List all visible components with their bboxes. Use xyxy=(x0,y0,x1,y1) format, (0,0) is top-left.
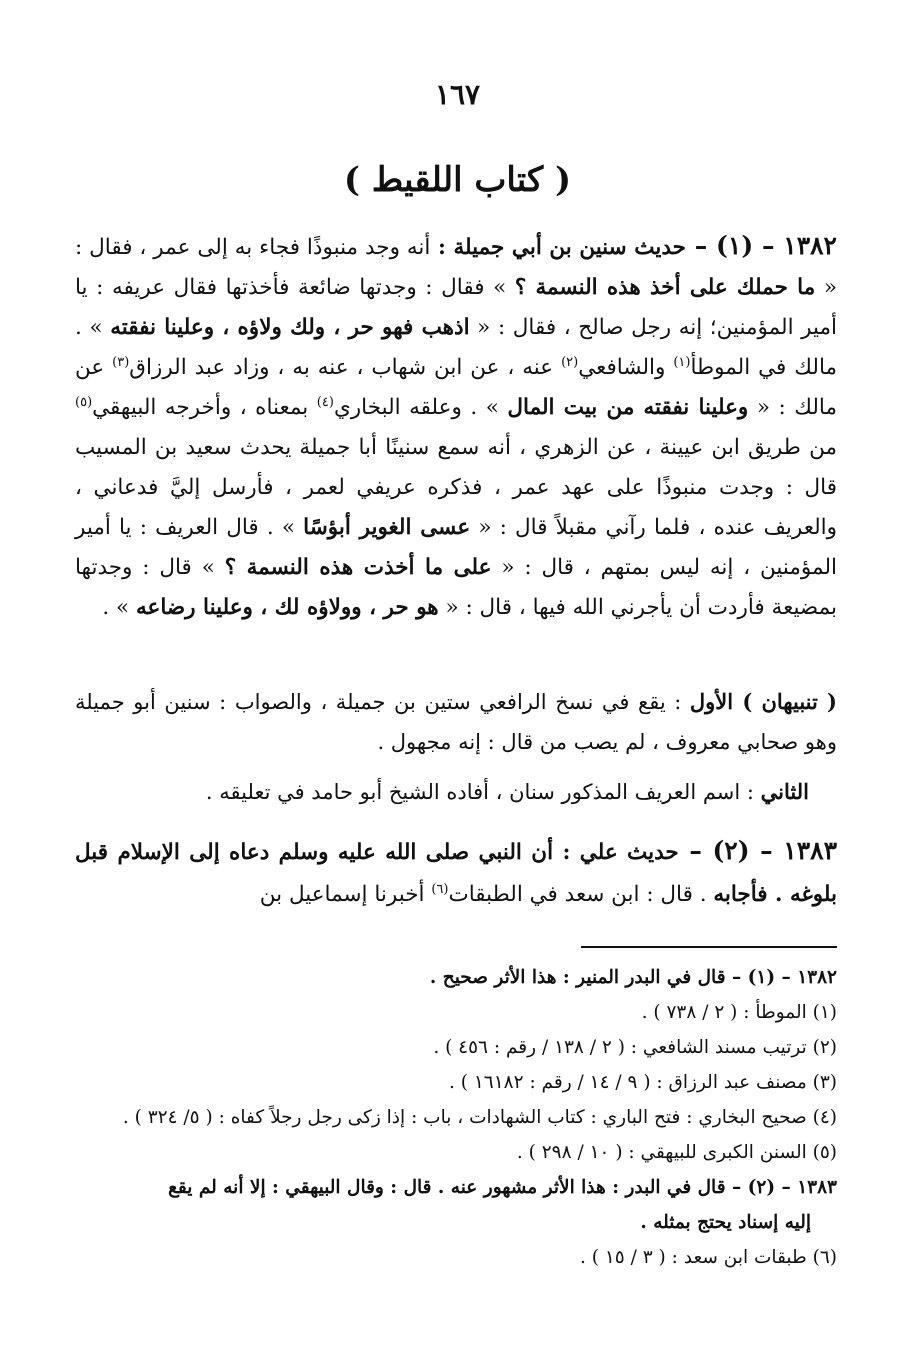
note-second xyxy=(75,772,837,812)
hadith-text: أخبرنا إسماعيل بن xyxy=(259,882,432,907)
footnote-3: (٣) مصنف عبد الرزاق : ( ٩ / ١٤ / رقم : ١٦١٨٢ ) . xyxy=(449,1072,837,1093)
note-label: الثاني xyxy=(760,779,809,804)
chapter-title: ( كتاب اللقيط ) xyxy=(343,160,572,200)
note-label: ( تنبيهان ) xyxy=(733,689,837,714)
footnote-1383-continued: إليه إسناد يحتج بمثله . xyxy=(640,1212,811,1233)
footnote-6: (٦) طبقات ابن سعد : ( ٣ / ١٥ ) . xyxy=(579,1247,837,1268)
quoted-text: اذهب فهو حر ، ولك ولاؤه ، وعلينا نفقته xyxy=(110,315,470,340)
quoted-text: على ما أخذت هذه النسمة ؟ xyxy=(224,555,492,580)
hadith-text: » قال : وجدتها بمضيعة فأردت أن يأجرني الله فيها ، قال : « xyxy=(75,555,837,620)
footnote-2: (٢) ترتيب مسند الشافعي : ( ٢ / ١٣٨ / رقم : ٤٥٦ ) . xyxy=(433,1037,837,1058)
hadith-text: » فقال : وجدتها ضائعة فأخذتها فقال عريفه : يا أمير المؤمنين؛ إنه رجل صالح ، فقال : « xyxy=(75,275,837,340)
footnote-ref: (٤) xyxy=(316,394,334,410)
note-label-bold: الأول xyxy=(689,689,734,714)
note-text: : اسم العريف المذكور سنان ، أفاده الشيخ أبو حامد في تعليقه . xyxy=(205,780,761,804)
hadith-1383-paragraph xyxy=(75,830,837,916)
hadith-title: حديث سنين بن أبي جميلة : xyxy=(430,235,686,260)
hadith-number: ١٣٨٣ – (٢) – xyxy=(678,836,837,865)
quoted-text: هو حر ، وولاؤه لك ، وعلينا رضاعه xyxy=(136,595,439,620)
hadith-text: من طريق ابن عيينة ، عن الزهري ، أنه سمع سنينًا أبا جميلة يحدث سعيد بن المسيب قال : وجدت منبوذًا على عهد عمر ، فذكره عريفي لعمر ، فأرسل إليَّ فدعاني ، والعريف عنده ، فلما رآني مقبلاً قال : « xyxy=(75,435,837,540)
footnote-ref: (٥) xyxy=(75,394,93,410)
hadith-text: . قال : ابن سعد في الطبقات xyxy=(448,882,714,907)
footnote-1382: ١٣٨٢ – (١) – قال في البدر المنير : هذا الأثر صحيح . xyxy=(429,967,837,988)
footnote-1383: ١٣٨٣ – (٢) – قال في البدر : هذا الأثر مشهور عنه . قال : وقال البيهقي : إلا أنه لم يقع xyxy=(168,1177,837,1198)
hadith-text: عنه ، عن ابن شهاب ، عنه به ، وزاد عبد الرزاق xyxy=(129,355,562,380)
footnote-divider xyxy=(581,946,837,948)
footnote-ref: (٣) xyxy=(112,354,130,370)
hadith-text: عن مالك : « xyxy=(75,355,837,420)
hadith-number: ١٣٨٢ – (١) – xyxy=(685,231,837,260)
hadith-text: والشافعي xyxy=(578,355,674,380)
footnotes xyxy=(75,960,837,1275)
quoted-text: وعلينا نفقته من بيت المال xyxy=(507,395,749,420)
hadith-1382-paragraph xyxy=(75,226,837,628)
hadith-text: أنه وجد منبوذًا فجاء به إلى عمر ، فقال : « xyxy=(75,235,837,300)
footnote-5: (٥) السنن الكبرى للبيهقي : ( ١٠ / ٢٩٨ ) . xyxy=(516,1142,837,1163)
hadith-title: حديث علي : xyxy=(553,840,679,865)
page-number: ١٦٧ xyxy=(434,78,481,111)
footnote-ref: (١) xyxy=(673,354,691,370)
footnote-ref: (٦) xyxy=(431,881,449,897)
hadith-text: » . قال العريف : يا أمير المؤمنين ، إنه ليس بمتهم ، قال : « xyxy=(75,515,837,580)
quoted-text: عسى الغوير أبؤسًا xyxy=(303,515,471,540)
footnote-ref: (٢) xyxy=(561,354,579,370)
footnote-1: (١) الموطأ : ( ٢ / ٧٣٨ ) . xyxy=(641,1002,837,1023)
footnote-4: (٤) صحيح البخاري : فتح الباري : كتاب الشهادات ، باب : إذا زكى رجل رجلاً كفاه : ( ٥/ ٣٢٤ ) . xyxy=(122,1107,837,1128)
hadith-text: » . مالك في الموطأ xyxy=(75,315,838,380)
hadith-bold-text: أن النبي صلى الله عليه وسلم دعاه إلى الإسلام قبل بلوغه . فأجابه xyxy=(75,840,837,907)
hadith-text: » . xyxy=(102,595,137,620)
hadith-text: بمعناه ، وأخرجه البيهقي xyxy=(92,395,317,420)
quoted-text: ما حملك على أخذ هذه النسمة ؟ xyxy=(514,275,816,300)
note-first xyxy=(75,682,837,762)
hadith-text: » . وعلقه البخاري xyxy=(333,395,508,420)
note-text: : يقع في نسخ الرافعي ستين بن جميلة ، والصواب : سنين أبو جميلة وهو صحابي معروف ، لم يصب من قال : إنه مجهول . xyxy=(75,690,837,754)
